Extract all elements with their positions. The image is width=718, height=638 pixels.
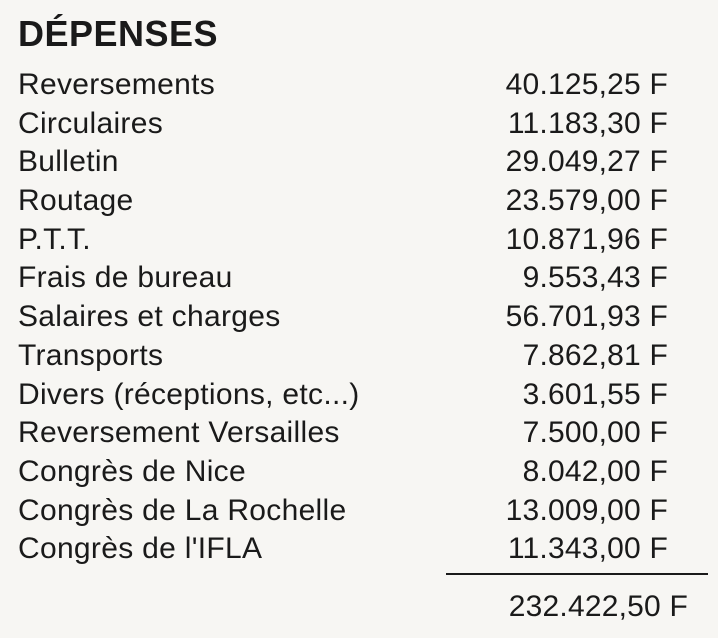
- total-divider: [446, 573, 708, 575]
- expense-amount: 10.871,96 F: [505, 222, 668, 256]
- expense-label: Congrès de Nice: [18, 454, 246, 488]
- section-title: DÉPENSES: [18, 13, 219, 54]
- expense-amount: 11.343,00 F: [507, 532, 668, 566]
- expense-row: [18, 337, 698, 376]
- expense-amount: 29.049,27 F: [505, 145, 668, 179]
- expense-row: [18, 221, 698, 260]
- expense-label: Reversements: [18, 68, 216, 101]
- expense-amount: 7.862,81 F: [522, 338, 668, 372]
- expense-amount: 3.601,55 F: [522, 377, 668, 411]
- expense-label: Circulaires: [18, 106, 163, 140]
- expense-row: [18, 298, 698, 337]
- expense-label: Transports: [18, 338, 164, 372]
- expense-label: Frais de bureau: [18, 261, 233, 295]
- expense-label: Congrès de l'IFLA: [18, 532, 263, 566]
- expense-amount: 7.500,00 F: [522, 416, 668, 450]
- expense-row: [18, 376, 698, 415]
- expense-row: [18, 453, 698, 492]
- expense-row: [18, 492, 698, 531]
- expense-list: [18, 66, 698, 569]
- expense-amount: 8.042,00 F: [522, 454, 668, 488]
- expense-row: [18, 530, 698, 569]
- expense-label: Reversement Versailles: [18, 416, 340, 450]
- expense-label: Salaires et charges: [18, 300, 281, 334]
- expense-amount: 40.125,25 F: [505, 68, 668, 101]
- expense-amount: 9.553,43 F: [522, 261, 668, 295]
- expense-row: [18, 259, 698, 298]
- expense-label: Divers (réceptions, etc...): [18, 377, 360, 411]
- expense-amount: 11.183,30 F: [507, 106, 668, 140]
- expense-label: Congrès de La Rochelle: [18, 493, 347, 527]
- expense-row: [18, 66, 698, 105]
- expense-amount: 23.579,00 F: [505, 184, 668, 218]
- expense-amount: 56.701,93 F: [505, 300, 668, 334]
- expense-label: Bulletin: [18, 145, 119, 179]
- expense-row: [18, 105, 698, 144]
- expense-amount: 13.009,00 F: [505, 493, 668, 527]
- total-amount: 232.422,50 F: [508, 590, 688, 623]
- expense-row: [18, 182, 698, 221]
- expense-label: Routage: [18, 184, 134, 218]
- expense-label: P.T.T.: [18, 222, 91, 256]
- expense-row: [18, 414, 698, 453]
- expense-row: [18, 143, 698, 182]
